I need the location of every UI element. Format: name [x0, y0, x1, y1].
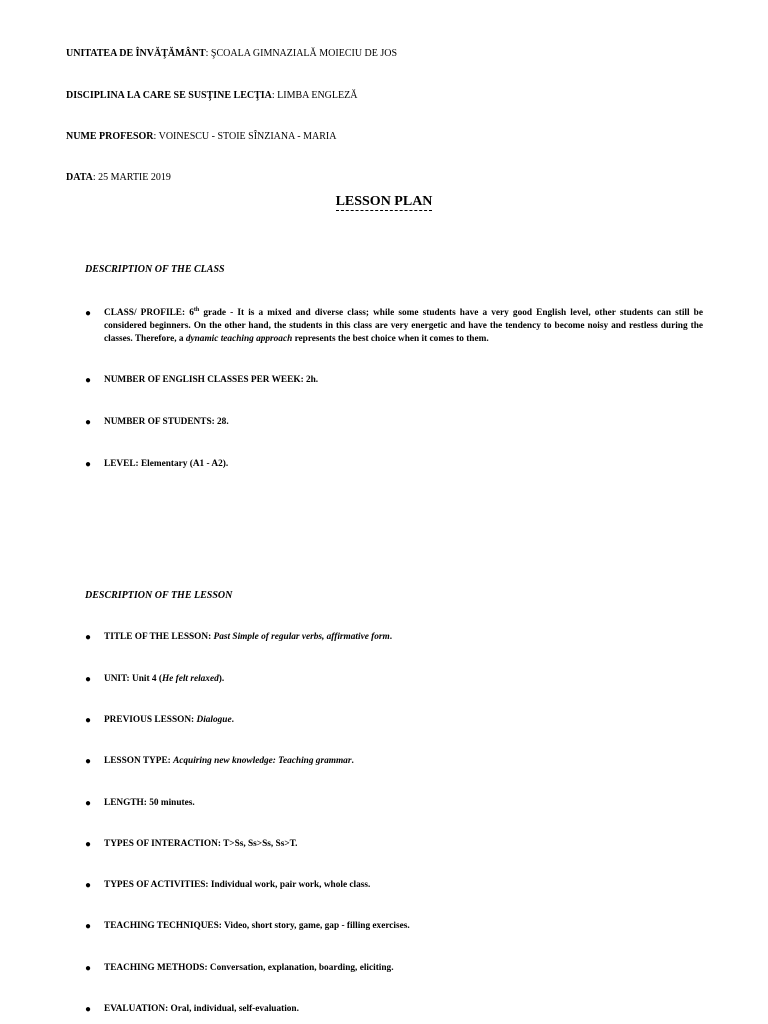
- school-value: : ŞCOALA GIMNAZIALĂ MOIECIU DE JOS: [205, 48, 398, 59]
- discipline-value: : LIMBA ENGLEZĂ: [271, 90, 358, 101]
- bullet-icon: ●: [85, 798, 92, 809]
- list-item-techniques: ● TEACHING TECHNIQUES: Video, short story, game, gap - filling exercises.: [85, 921, 410, 932]
- class-profile-text: CLASS/ PROFILE: 6th grade - It is a mixed and diverse class; while some students have a very good English level, other students can still be considered beginners. On the other hand, the students in this class are very energetic and have the tendency to become noisy and restless during the classes. Therefore, a dynamic teaching approach represents the best choice when it comes to them.: [104, 306, 703, 344]
- bullet-icon: ●: [85, 963, 92, 974]
- date-line: [66, 172, 171, 184]
- bullet-icon: ●: [85, 1004, 92, 1015]
- school-line: [66, 48, 397, 60]
- school-label: UNITATEA DE ÎNVĂŢĂMÂNT: [66, 48, 206, 59]
- list-item-classes-per-week: ● NUMBER OF ENGLISH CLASSES PER WEEK: 2h.: [85, 375, 319, 386]
- bullet-icon: ●: [85, 417, 92, 428]
- list-item-lesson-title: ● TITLE OF THE LESSON: Past Simple of regular verbs, affirmative form.: [85, 632, 393, 643]
- bullet-icon: ●: [85, 715, 92, 726]
- bullet-icon: ●: [85, 459, 92, 470]
- bullet-icon: ●: [85, 632, 92, 643]
- list-item-length: ● LENGTH: 50 minutes.: [85, 798, 195, 809]
- list-item-previous-lesson: ● PREVIOUS LESSON: Dialogue.: [85, 715, 234, 726]
- class-section-heading: DESCRIPTION OF THE CLASS: [85, 264, 225, 275]
- bullet-icon: ●: [85, 880, 92, 891]
- teacher-value: : VOINESCU - STOIE SÎNZIANA - MARIA: [153, 131, 337, 142]
- list-item-class-profile: [85, 307, 703, 346]
- list-item-lesson-type: ● LESSON TYPE: Acquiring new knowledge: Teaching grammar.: [85, 756, 354, 767]
- discipline-label: DISCIPLINA LA CARE SE SUSŢINE LECŢIA: [66, 90, 272, 101]
- list-item-activities: ● TYPES OF ACTIVITIES: Individual work, pair work, whole class.: [85, 880, 371, 891]
- bullet-icon: ●: [85, 308, 92, 319]
- lesson-section-heading: DESCRIPTION OF THE LESSON: [85, 590, 233, 601]
- list-item-students: ● NUMBER OF STUDENTS: 28.: [85, 417, 229, 428]
- bullet-icon: ●: [85, 839, 92, 850]
- bullet-icon: ●: [85, 674, 92, 685]
- discipline-line: [66, 90, 357, 102]
- list-item-methods: ● TEACHING METHODS: Conversation, explanation, boarding, eliciting.: [85, 963, 394, 974]
- bullet-icon: ●: [85, 921, 92, 932]
- teacher-line: [66, 131, 336, 143]
- bullet-icon: ●: [85, 756, 92, 767]
- list-item-evaluation: ● EVALUATION: Oral, individual, self-evaluation.: [85, 1004, 299, 1015]
- page-title: LESSON PLAN: [335, 194, 433, 209]
- date-label: DATA: [66, 172, 93, 183]
- teacher-label: NUME PROFESOR: [66, 131, 154, 142]
- list-item-level: ● LEVEL: Elementary (A1 - A2).: [85, 459, 229, 470]
- bullet-icon: ●: [85, 375, 92, 386]
- list-item-interaction: ● TYPES OF INTERACTION: T>Ss, Ss>Ss, Ss>T.: [85, 839, 298, 850]
- date-value: : 25 MARTIE 2019: [92, 172, 171, 183]
- list-item-unit: ● UNIT: Unit 4 (He felt relaxed).: [85, 674, 225, 685]
